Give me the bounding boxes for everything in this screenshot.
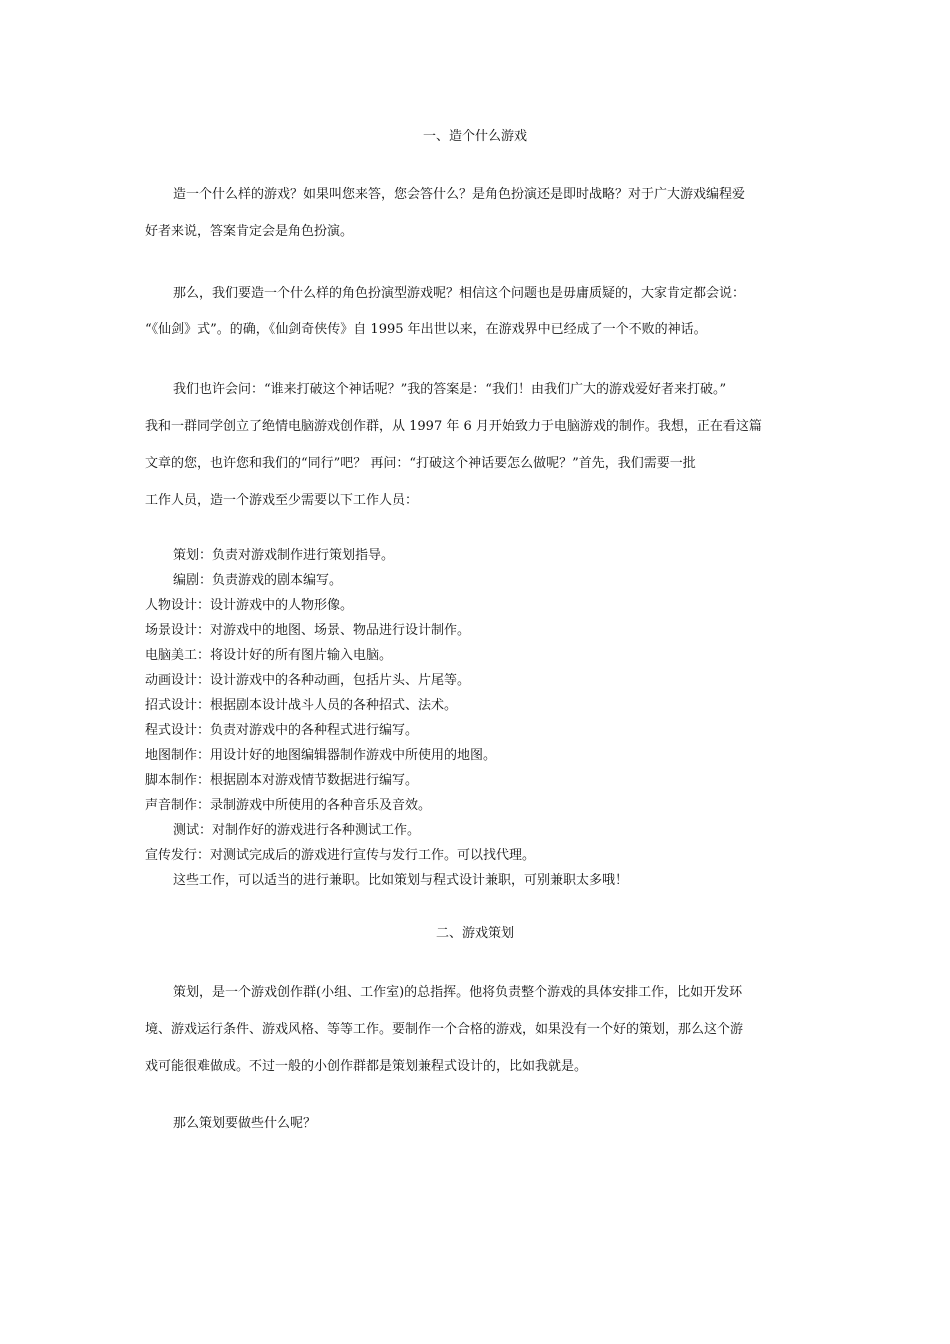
list-item: 声音制作：录制游戏中所使用的各种音乐及音效。 <box>145 798 432 813</box>
text-line: 我们也许会问：“谁来打破这个神话呢？”我的答案是：“我们！由我们广大的游戏爱好者来打破。” <box>173 382 727 397</box>
list-item: 招式设计：根据剧本设计战斗人员的各种招式、法术。 <box>145 698 458 713</box>
section-1-paragraph-1 <box>145 186 810 241</box>
list-item: 策划：负责对游戏制作进行策划指导。 <box>173 548 395 563</box>
text-line: 我和一群同学创立了绝情电脑游戏创作群，从 1997 年 6 月开始致力于电脑游戏的制作。我想，正在看这篇 <box>145 419 762 434</box>
list-item: 人物设计：设计游戏中的人物形像。 <box>145 598 354 613</box>
section-1-paragraph-3 <box>145 381 810 510</box>
list-item: 宣传发行：对测试完成后的游戏进行宣传与发行工作。可以找代理。 <box>145 848 536 863</box>
list-item: 动画设计：设计游戏中的各种动画，包括片头、片尾等。 <box>145 673 471 688</box>
text-line: “《仙剑》式”。的确，《仙剑奇侠传》自 1995 年出世以来，在游戏界中已经成了一个不败的神话。 <box>145 322 707 337</box>
section-1-paragraph-2 <box>145 285 810 339</box>
list-item: 脚本制作：根据剧本对游戏情节数据进行编写。 <box>145 773 419 788</box>
text-line: 文章的您，也许您和我们的“同行”吧？ 再问：“打破这个神话要怎么做呢？”首先，我们需要一批 <box>145 456 696 471</box>
list-item: 编剧：负责游戏的剧本编写。 <box>173 573 343 588</box>
text-line: 境、游戏运行条件、游戏风格、等等工作。要制作一个合格的游戏，如果没有一个好的策划，那么这个游 <box>145 1022 744 1037</box>
list-item: 电脑美工：将设计好的所有图片输入电脑。 <box>145 648 393 663</box>
list-item: 测试：对制作好的游戏进行各种测试工作。 <box>173 823 421 838</box>
text-line: 造一个什么样的游戏？如果叫您来答，您会答什么？是角色扮演还是即时战略？对于广大游戏编程爱 <box>173 187 746 202</box>
text-line: 戏可能很难做成。不过一般的小创作群都是策划兼程式设计的，比如我就是。 <box>145 1059 588 1074</box>
text-line: 好者来说，答案肯定会是角色扮演。 <box>145 224 354 239</box>
text-line: 那么，我们要造一个什么样的角色扮演型游戏呢？相信这个问题也是毋庸质疑的，大家肯定都会说： <box>173 286 746 301</box>
list-item: 地图制作：用设计好的地图编辑器制作游戏中所使用的地图。 <box>145 748 497 763</box>
section-1-title: 一、造个什么游戏 <box>422 129 527 144</box>
section-2-title: 二、游戏策划 <box>435 926 514 941</box>
staff-role-list <box>145 547 628 897</box>
section-2-paragraph-2 <box>145 1115 810 1133</box>
list-item: 场景设计：对游戏中的地图、场景、物品进行设计制作。 <box>145 623 471 638</box>
section-2-paragraph-1 <box>145 984 810 1076</box>
text-line: 工作人员，造一个游戏至少需要以下工作人员： <box>145 493 419 508</box>
list-item: 程式设计：负责对游戏中的各种程式进行编写。 <box>145 723 419 738</box>
text-line: 那么策划要做些什么呢？ <box>173 1116 317 1131</box>
list-item: 这些工作，可以适当的进行兼职。比如策划与程式设计兼职，可别兼职太多哦！ <box>173 873 629 888</box>
text-line: 策划，是一个游戏创作群(小组、工作室)的总指挥。他将负责整个游戏的具体安排工作，比如开发环 <box>173 985 743 1000</box>
